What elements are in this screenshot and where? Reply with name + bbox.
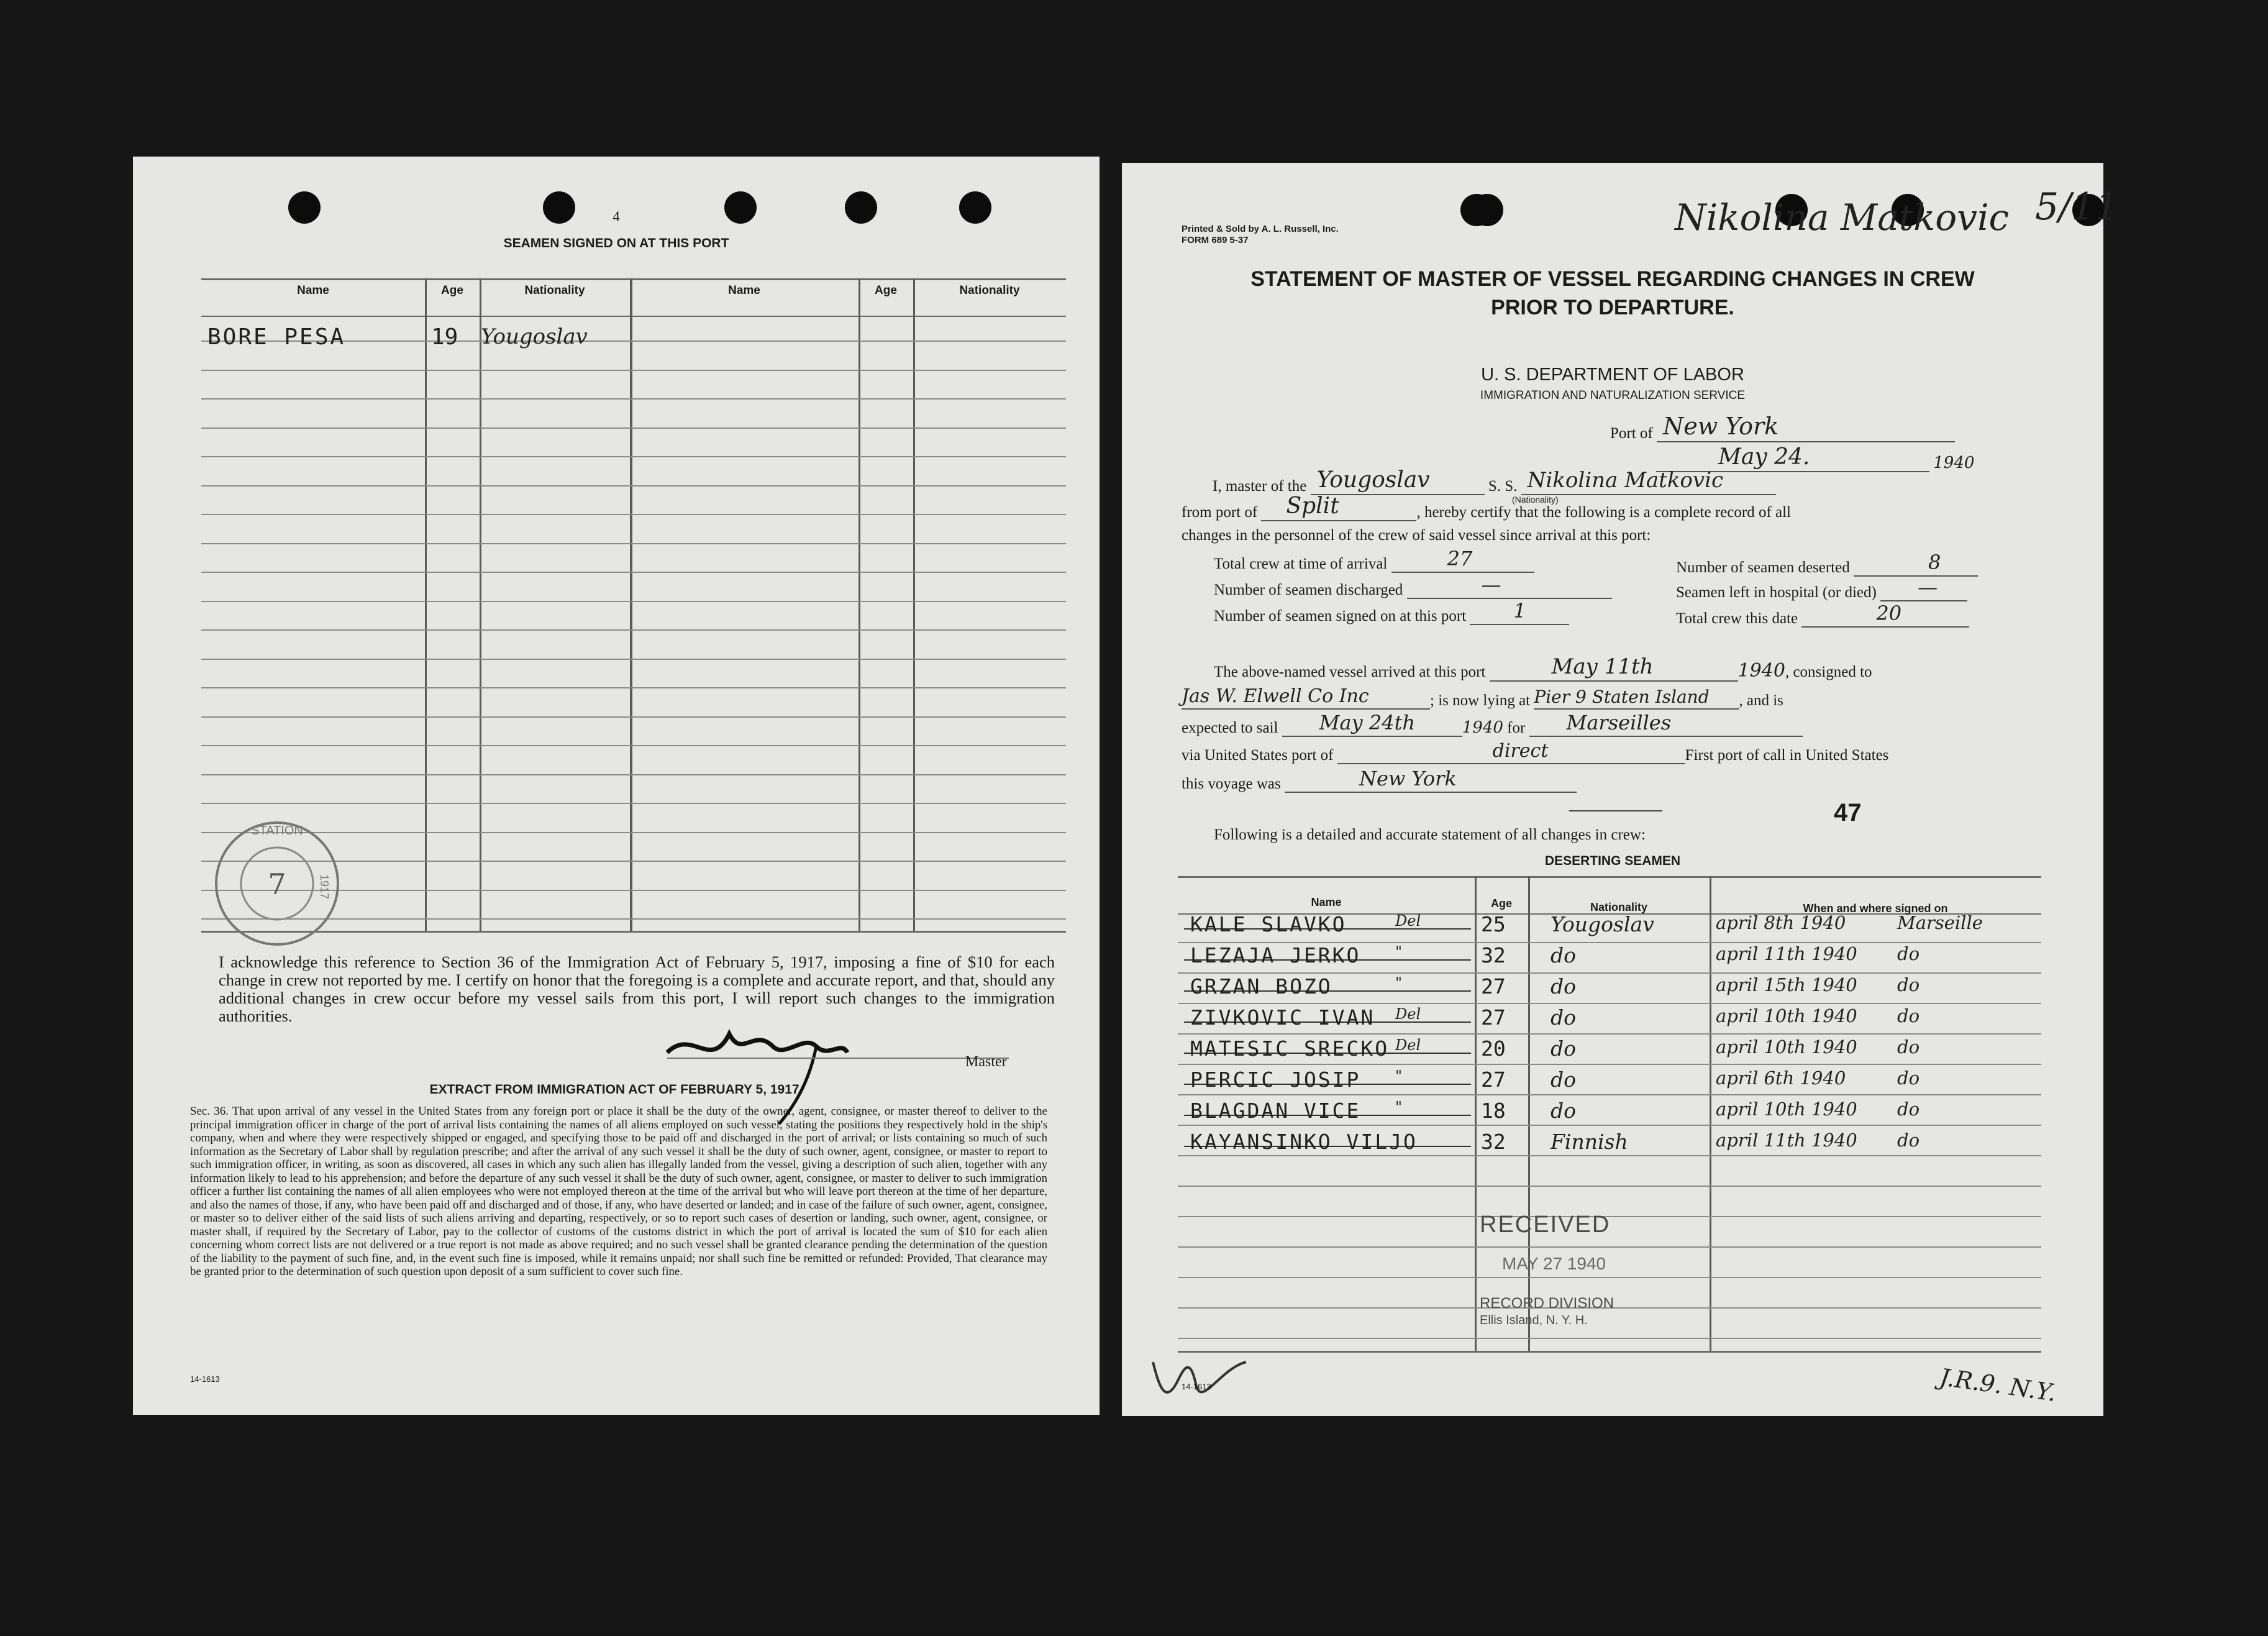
table-row-line [1178, 1125, 2041, 1126]
bottom-mark: J.R.9. N.Y. [1938, 1363, 2058, 1407]
master-signature-line [667, 1058, 1009, 1059]
stat-value: — [1481, 573, 1501, 596]
stat-label: Number of seamen discharged [1214, 582, 1403, 598]
consigned-label: , consigned to [1785, 664, 1872, 680]
sail-value: May 24th [1319, 711, 1416, 734]
port-label: Port of [1610, 425, 1653, 442]
table-row-line [201, 370, 1066, 371]
table-row-line [1178, 1003, 2041, 1004]
deserting-title: DESERTING SEAMEN [1544, 854, 1681, 868]
deserter-note: Del [1395, 1005, 1421, 1023]
stamp-text: 7 [268, 867, 286, 901]
column-divider [1475, 876, 1477, 1351]
arrived-field [1490, 654, 1738, 682]
nationality-field [1311, 467, 1485, 495]
deserter-place: do [1897, 1130, 1920, 1151]
deserter-date: april 11th 1940 [1716, 1130, 1857, 1151]
stat-field [1391, 547, 1534, 573]
via-line [1182, 740, 1889, 764]
arrival-line [1214, 654, 1872, 682]
deserter-name: LEZAJA JERKO [1190, 943, 1361, 967]
stat-label: Number of seamen signed on at this port [1214, 608, 1467, 624]
department-name: U. S. DEPARTMENT OF LABOR [1481, 365, 1744, 385]
handwritten-vessel-name: Nikolina Matkovic [1675, 196, 2009, 239]
column-divider [1710, 876, 1711, 1351]
table-row-line [1178, 1338, 2041, 1339]
desert-table-top [1178, 876, 2041, 878]
vessel-name: Nikolina Matkovic [1527, 468, 1724, 493]
deserter-age: 27 [1481, 974, 1506, 999]
port-field [1657, 413, 1955, 442]
voyage-label: this voyage was [1182, 775, 1281, 792]
table-row-line [201, 514, 1066, 515]
arrived-value: May 11th [1551, 654, 1654, 679]
col-header-nationality: Nationality [959, 284, 1020, 297]
table-row-line [1178, 1155, 2041, 1156]
table-row-line [201, 803, 1066, 804]
stat-label: Total crew this date [1676, 610, 1798, 627]
ss-label: S. S. [1488, 478, 1518, 495]
from-port-label: from port of [1182, 504, 1258, 521]
col-header-nationality: Nationality [524, 284, 585, 297]
for-label: for [1507, 720, 1526, 736]
destination-value: Marseilles [1566, 711, 1672, 734]
crew-stat-total [1676, 601, 1969, 628]
deserter-date: april 11th 1940 [1716, 943, 1857, 964]
voyage-value: New York [1359, 767, 1457, 790]
desert-col-signed-on: When and where signed on [1803, 902, 1948, 915]
deserter-place: do [1897, 974, 1920, 995]
from-port-field [1261, 493, 1416, 521]
stat-field [1801, 601, 1969, 628]
and-is-label: , and is [1739, 692, 1783, 709]
deserter-nationality: do [1551, 1005, 1576, 1030]
deserter-place: do [1897, 1005, 1920, 1026]
consignee-line [1182, 685, 1783, 710]
deserter-name: PERCIC JOSIP [1190, 1067, 1361, 1092]
form-title-line1: STATEMENT OF MASTER OF VESSEL REGARDING CHANGES IN CREW [1250, 267, 1975, 291]
signed-on-nationality: Yougoslav [481, 324, 588, 349]
deserter-age: 20 [1481, 1036, 1506, 1061]
page-number: 4 [613, 209, 620, 224]
crew-stat-arrival [1214, 547, 1534, 573]
lying-value: Pier 9 Staten Island [1534, 687, 1710, 707]
table-row-line [1178, 1094, 2041, 1095]
deserter-nationality: do [1551, 1099, 1576, 1123]
table-row-line [201, 659, 1066, 660]
signed-on-name: BORE PESA [207, 324, 346, 350]
signature-stroke [667, 1034, 847, 1053]
received-stamp-place: Ellis Island, N. Y. H. [1480, 1314, 1588, 1327]
stamp-text: 1917 [318, 874, 330, 900]
deserter-age: 18 [1481, 1099, 1506, 1123]
table-row-line [201, 398, 1066, 400]
stat-field [1854, 551, 1978, 577]
service-name: IMMIGRATION AND NATURALIZATION SERVICE [1480, 389, 1746, 402]
first-port-label: First port of call in United States [1685, 747, 1889, 764]
table-top-rule [201, 278, 1066, 280]
form-code: 14-1613 [190, 1374, 220, 1384]
expected-label: expected to sail [1182, 720, 1278, 736]
stat-value: 8 [1928, 551, 1941, 574]
port-value: New York [1663, 413, 1779, 440]
crew-stat-hospital [1676, 575, 1967, 601]
col-header-age: Age [441, 284, 463, 297]
table-row-line [1178, 972, 2041, 974]
table-row-line [201, 687, 1066, 688]
left-page [133, 157, 1100, 1415]
crew-stat-discharged [1214, 573, 1612, 599]
deserter-nationality: do [1551, 943, 1576, 967]
crew-stat-signed-on [1214, 599, 1569, 625]
deserter-age: 32 [1481, 943, 1506, 967]
deserter-date: april 10th 1940 [1716, 1099, 1857, 1120]
deserter-place: do [1897, 1067, 1920, 1089]
extract-title: EXTRACT FROM IMMIGRATION ACT OF FEBRUARY 5, 1917. [429, 1082, 803, 1097]
deserter-date: april 15th 1940 [1716, 974, 1857, 995]
deserter-note: " [1395, 974, 1403, 992]
master-prefix: I, master of the [1213, 478, 1307, 495]
initials-mark [1141, 1343, 1265, 1412]
deserter-date: april 10th 1940 [1716, 1005, 1857, 1026]
deserter-date: april 8th 1940 [1716, 912, 1846, 933]
printer-line: Printed & Sold by A. L. Russell, Inc. [1182, 224, 1339, 234]
year-value: 1940 [1933, 454, 1975, 472]
col-header-name: Name [297, 284, 329, 297]
changes-text: changes in the personnel of the crew of said vessel since arrival at this port: [1182, 527, 1651, 544]
deserter-note: " [1395, 1067, 1403, 1085]
deserter-age: 27 [1481, 1005, 1506, 1030]
deserter-name: GRZAN BOZO [1190, 974, 1332, 999]
deserter-date: april 6th 1940 [1716, 1067, 1846, 1089]
col-header-name: Name [728, 284, 760, 297]
sail-year: 1940 [1462, 718, 1503, 737]
vessel-nationality: Yougoslav [1316, 467, 1430, 493]
table-row-line [201, 543, 1066, 544]
desert-col-nationality: Nationality [1590, 901, 1647, 913]
deserter-age: 32 [1481, 1130, 1506, 1154]
deserter-date: april 10th 1940 [1716, 1036, 1857, 1058]
table-row-line [1178, 1033, 2041, 1035]
deserter-note: Del [1395, 912, 1421, 930]
received-stamp-division: RECORD DIVISION [1480, 1295, 1614, 1312]
circular-stamp [203, 812, 352, 955]
deserter-nationality: Finnish [1551, 1130, 1628, 1154]
deserter-place: do [1897, 1099, 1920, 1120]
deserter-nationality: do [1551, 974, 1576, 999]
deserter-name: BLAGDAN VICE [1190, 1099, 1361, 1123]
deserter-note: " [1395, 1099, 1403, 1116]
deserter-note: " [1395, 943, 1403, 961]
deserter-nationality: Yougoslav [1551, 912, 1654, 936]
table-row-line [201, 572, 1066, 573]
acknowledgment-text: I acknowledge this reference to Section 36 of the Immigration Act of February 5, 1917, imposing a fine of $10 for each change in crew not reported by me. I certify on honor that the foregoing is a complete and accurate report, and that, should any additional changes in crew occur before my vessel sails from this port, I will report such changes to the immigration authorities. [219, 953, 1055, 1025]
destination-field [1529, 711, 1803, 737]
sail-field [1282, 711, 1462, 737]
deserter-place: Marseille [1897, 912, 1983, 933]
extract-text: Sec. 36. That upon arrival of any vessel in the United States from any foreign port or place it shall be the duty of the owner, agent, consignee, or master thereof to deliver to the principal immigration officer in charge of the port of arrival lists containing the names of all aliens employed on such vessel, stating the positions they respectively hold in the ship's company, when and where they were respectively shipped or engaged, and specifying those to be paid off and discharged in the port of arrival; or lists containing so much of such information as the Secretary of Labor shall by regulation prescribe; and after the arrival of any such vessel it shall be the duty of such owner, agent, consignee, or master to report to such immigration officer, in writing, as soon as discovered, all cases in which any such alien has illegally landed from the vessel, giving a description of such alien, together with any information likely to lead to his apprehension; and before the departure of any such vessel it shall be the duty of such owner, agent, consignee, or master to deliver to such immigration officer a further list containing the names of all alien employees who were not employed thereon at the time of the arrival but who will leave port thereon at the time of her departure, and also the names of those, if any, who have been paid off and discharged and of those, if any, who have deserted or landed; and in case of the failure of such owner, agent, consignee, or master so to deliver either of the said lists of such aliens arriving and departing, respectively, or so to report such cases of desertion or landing, such owner, agent, consignee, or master shall, if required by the Secretary of Labor, pay to the collector of customs of the customs district in which the port of arrival is located the sum of $10 for each alien concerning whom correct lists are not delivered or a true report is not made as above required; and no such vessel shall be granted clearance pending the determination of the question of the liability to the payment of such fine, and, in the event such fine is imposed, while it remains unpaid; nor shall such fine be remitted or refunded: Provided, That clearance may be granted prior to the determination of such question upon deposit of a sum sufficient to cover such fine. [190, 1105, 1047, 1278]
crew-stat-deserted [1676, 551, 1978, 577]
consignee-field [1182, 685, 1430, 710]
deserter-place: do [1897, 1036, 1920, 1058]
master-label: Master [965, 1054, 1007, 1070]
right-page [1122, 163, 2119, 1416]
table-row-line [201, 485, 1066, 487]
from-port-value: Split [1286, 493, 1339, 519]
form-number: FORM 689 5-37 [1182, 235, 1249, 245]
voyage-field [1285, 767, 1577, 793]
stat-value: 1 [1513, 599, 1526, 623]
table-row-line [201, 456, 1066, 457]
deserter-place: do [1897, 943, 1920, 964]
via-label: via United States port of [1182, 747, 1334, 764]
arrived-year: 1940 [1737, 660, 1785, 682]
margin-number: 47 [1834, 799, 1862, 826]
stat-value: 27 [1447, 547, 1473, 570]
deserter-name: KAYANSINKO VILJO [1190, 1130, 1418, 1154]
punch-hole [1460, 194, 1493, 226]
via-field [1337, 740, 1685, 764]
stamp-text: STATION [251, 824, 303, 838]
arrived-label: The above-named vessel arrived at this port [1214, 664, 1486, 680]
left-title: SEAMEN SIGNED ON AT THIS PORT [503, 236, 729, 250]
following-text: Following is a detailed and accurate statement of all changes in crew: [1214, 826, 1646, 843]
deserter-name: KALE SLAVKO [1190, 912, 1347, 936]
desert-col-age: Age [1490, 897, 1512, 910]
table-header-rule [201, 316, 1066, 317]
certify-text: , hereby certify that the following is a complete record of all [1416, 504, 1792, 521]
table-row-line [201, 601, 1066, 602]
received-stamp-title: RECEIVED [1480, 1212, 1611, 1238]
deserter-note: Del [1395, 1036, 1421, 1054]
deserter-nationality: do [1551, 1036, 1576, 1061]
desert-table-bottom [1178, 1351, 2041, 1353]
stat-label: Seamen left in hospital (or died) [1676, 584, 1877, 601]
received-stamp-date: MAY 27 1940 [1502, 1254, 1606, 1273]
table-row-line [201, 716, 1066, 718]
table-row-line [1178, 1246, 2041, 1248]
stat-field [1407, 573, 1612, 599]
col-header-age: Age [875, 284, 897, 297]
vessel-field [1521, 468, 1776, 495]
deserter-age: 27 [1481, 1067, 1506, 1092]
lying-label: ; is now lying at [1430, 692, 1531, 709]
stat-value: — [1918, 575, 1938, 599]
table-row-line [201, 745, 1066, 746]
stat-label: Number of seamen deserted [1676, 559, 1850, 576]
sail-line [1182, 711, 1803, 737]
column-divider [1528, 876, 1530, 1351]
stat-value: 20 [1876, 601, 1902, 625]
lying-field [1534, 687, 1739, 710]
deserter-name: ZIVKOVIC IVAN [1190, 1005, 1375, 1030]
table-row-line [1178, 1186, 2041, 1187]
date-value: May 24. [1718, 444, 1810, 470]
port-line [1610, 413, 1955, 442]
deserter-age: 25 [1481, 912, 1506, 936]
table-row-line [1178, 1277, 2041, 1278]
deserter-name: MATESIC SRECKO [1190, 1036, 1390, 1061]
consignee-value: Jas W. Elwell Co Inc [1182, 685, 1369, 707]
nationality-hint: (Nationality) [1512, 495, 1559, 505]
via-value: direct [1492, 740, 1549, 762]
table-row-line [201, 774, 1066, 775]
master-line [1182, 467, 1776, 495]
table-row-line [201, 427, 1066, 429]
signed-on-age: 19 [431, 324, 458, 350]
short-rule [1569, 810, 1662, 811]
form-title-line2: PRIOR TO DEPARTURE. [1491, 296, 1734, 319]
stat-field [1470, 599, 1569, 625]
table-row-line [201, 629, 1066, 631]
table-row-line [1178, 1064, 2041, 1065]
deserter-nationality: do [1551, 1067, 1576, 1092]
form-code: 14-1613 [1182, 1382, 1211, 1391]
stat-field [1880, 575, 1967, 601]
voyage-line [1182, 767, 1577, 793]
sheet-mark: 5/11 [2035, 185, 2119, 229]
desert-col-name: Name [1311, 896, 1342, 908]
stat-label: Total crew at time of arrival [1214, 555, 1388, 572]
